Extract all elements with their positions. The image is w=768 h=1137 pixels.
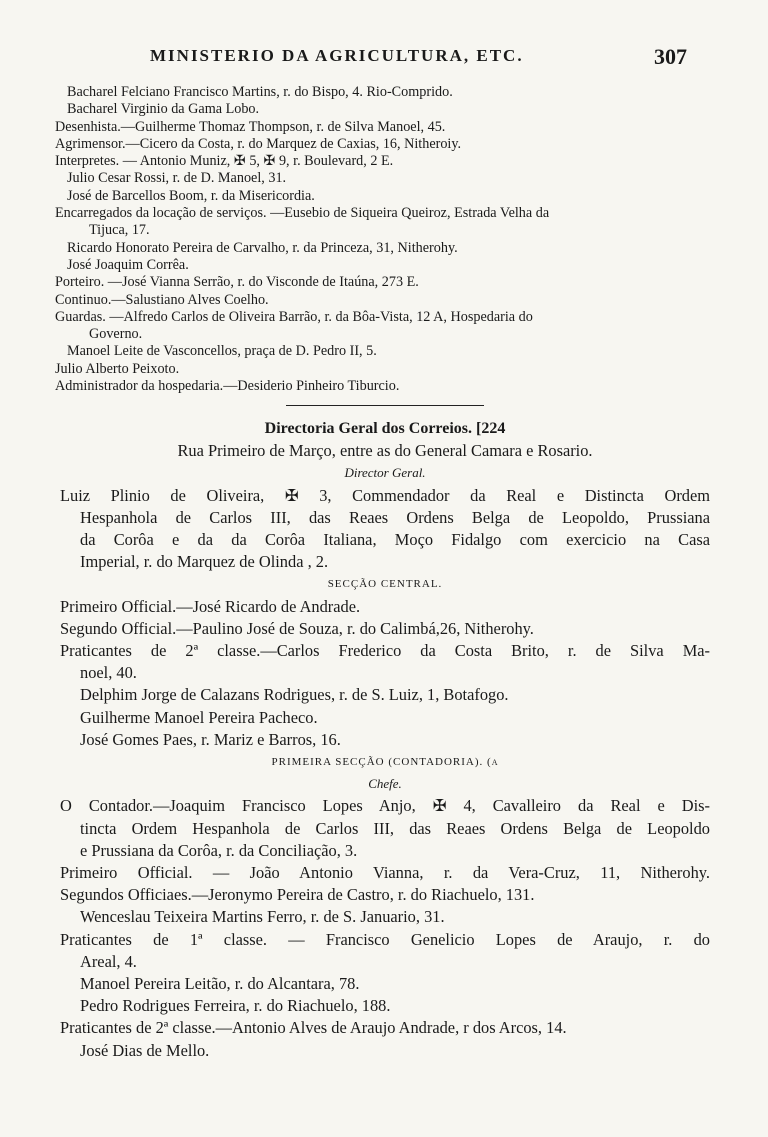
list-line: Encarregados da locação de serviços. —Eusebio de Siqueira Queiroz, Estrada Velha da bbox=[55, 205, 550, 222]
staff-line: O Contador.—Joaquim Francisco Lopes Anjo, ✠ 4, Cavalleiro da Real e Dis- bbox=[60, 796, 710, 816]
chefe-label: Chefe. bbox=[368, 776, 402, 792]
list-line: José de Barcellos Boom, r. da Misericordia. bbox=[67, 187, 315, 204]
list-line: Guardas. —Alfredo Carlos de Oliveira Barrão, r. da Bôa-Vista, 12 A, Hospedaria do bbox=[55, 308, 533, 325]
staff-line: Wenceslau Teixeira Martins Ferro, r. de S. Januario, 31. bbox=[80, 907, 445, 927]
list-line: Governo. bbox=[89, 326, 143, 343]
list-line: Bacharel Felciano Francisco Martins, r. do Bispo, 4. Rio-Comprido. bbox=[67, 84, 453, 100]
running-title: MINISTERIO DA AGRICULTURA, ETC. bbox=[150, 46, 524, 65]
section-address: Rua Primeiro de Março, entre as do General Camara e Rosario. bbox=[177, 441, 593, 461]
staff-line: e Prussiana da Corôa, r. da Conciliação, 3. bbox=[80, 840, 358, 860]
director-line: da Corôa e da da Corôa Italiana, Moço Fidalgo com exercicio na Casa bbox=[80, 530, 710, 550]
list-line: Manoel Leite de Vasconcellos, praça de D. Pedro II, 5. bbox=[67, 343, 377, 360]
page-number: 307 bbox=[654, 44, 687, 69]
list-line: Julio Cesar Rossi, r. de D. Manoel, 31. bbox=[67, 170, 287, 187]
section-divider bbox=[286, 405, 484, 406]
subsection-heading: SECÇÃO CENTRAL. bbox=[327, 578, 443, 591]
staff-line: Primeiro Official.—José Ricardo de Andrade. bbox=[60, 596, 361, 616]
director-line: Luiz Plinio de Oliveira, ✠ 3, Commendador da Real e Distincta Ordem bbox=[60, 485, 710, 505]
staff-line: Segundo Official.—Paulino José de Souza, r. do Calimbá,26, Nitherohy. bbox=[60, 618, 534, 638]
list-line: Bacharel Virginio da Gama Lobo. bbox=[67, 101, 260, 118]
section-title: Directoria Geral dos Correios. [224 bbox=[264, 420, 506, 437]
staff-line: noel, 40. bbox=[80, 663, 137, 683]
list-line: Porteiro. —José Vianna Serrão, r. do Visconde de Itaúna, 273 E. bbox=[55, 274, 419, 291]
staff-line: Manoel Pereira Leitão, r. do Alcantara, 78. bbox=[80, 974, 360, 994]
staff-line: José Dias de Mello. bbox=[80, 1040, 210, 1060]
subsection-heading: PRIMEIRA SECÇÃO (CONTADORIA). (a bbox=[271, 756, 499, 769]
staff-line: Guilherme Manoel Pereira Pacheco. bbox=[80, 707, 318, 727]
list-line: Continuo.—Salustiano Alves Coelho. bbox=[55, 291, 269, 308]
staff-line: Primeiro Official. — João Antonio Vianna, r. da Vera-Cruz, 11, Nitherohy. bbox=[60, 863, 710, 883]
staff-line: Praticantes de 2ª classe.—Carlos Frederico da Costa Brito, r. de Silva Ma- bbox=[60, 641, 710, 661]
staff-line: Delphim Jorge de Calazans Rodrigues, r. de S. Luiz, 1, Botafogo. bbox=[80, 685, 509, 705]
list-line: Ricardo Honorato Pereira de Carvalho, r. da Princeza, 31, Nitherohy. bbox=[67, 239, 458, 256]
staff-line: Pedro Rodrigues Ferreira, r. do Riachuelo, 188. bbox=[80, 996, 391, 1016]
staff-line: Areal, 4. bbox=[80, 951, 137, 971]
list-line: Desenhista.—Guilherme Thomaz Thompson, r. de Silva Manoel, 45. bbox=[55, 118, 446, 135]
list-line: Agrimensor.—Cicero da Costa, r. do Marquez de Caxias, 16, Nitheroiy. bbox=[55, 135, 462, 152]
staff-line: José Gomes Paes, r. Mariz e Barros, 16. bbox=[80, 729, 341, 749]
staff-list-continuation bbox=[55, 84, 710, 395]
director-label: Director Geral. bbox=[344, 465, 426, 481]
staff-line: Praticantes de 2ª classe.—Antonio Alves de Araujo Andrade, r dos Arcos, 14. bbox=[60, 1018, 567, 1038]
list-line: José Joaquim Corrêa. bbox=[67, 256, 189, 273]
director-line: Hespanhola de Carlos III, das Reaes Ordens Belga de Leopoldo, Prussiana bbox=[80, 507, 710, 527]
list-line: Tijuca, 17. bbox=[89, 222, 150, 239]
list-line: Administrador da hospedaria.—Desiderio Pinheiro Tiburcio. bbox=[55, 378, 400, 395]
directoria-correios-section bbox=[60, 418, 710, 1062]
list-line: Julio Alberto Peixoto. bbox=[55, 360, 180, 377]
staff-line: Segundos Officiaes.—Jeronymo Pereira de Castro, r. do Riachuelo, 131. bbox=[60, 885, 535, 905]
director-line: Imperial, r. do Marquez de Olinda , 2. bbox=[80, 552, 329, 572]
page-header bbox=[150, 44, 710, 69]
staff-line: tincta Ordem Hespanhola de Carlos III, das Reaes Ordens Belga de Leopoldo bbox=[80, 818, 710, 838]
staff-line: Praticantes de 1ª classe. — Francisco Genelicio Lopes de Araujo, r. do bbox=[60, 929, 710, 949]
list-line: Interpretes. — Antonio Muniz, ✠ 5, ✠ 9, r. Boulevard, 2 E. bbox=[55, 153, 394, 170]
